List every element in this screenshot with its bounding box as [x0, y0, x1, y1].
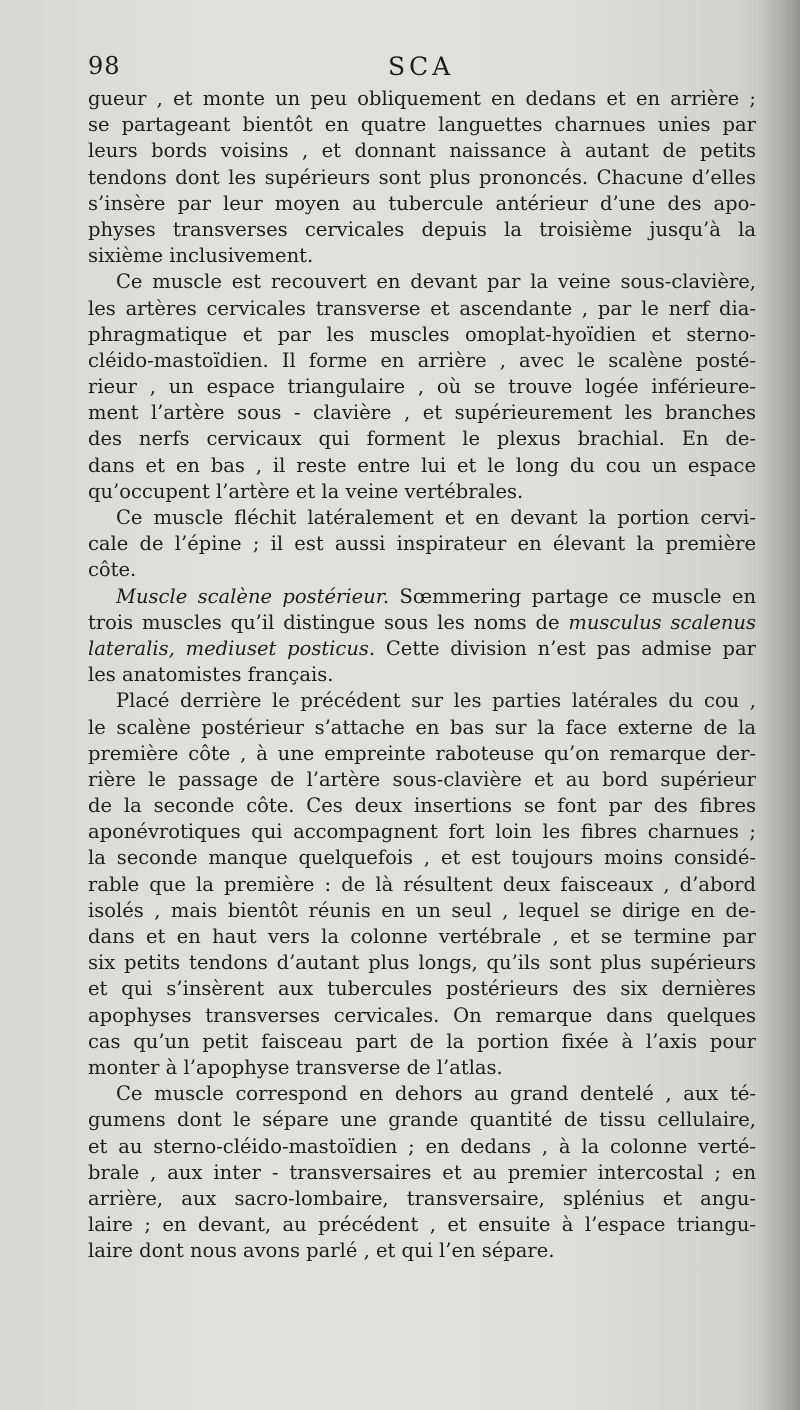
text-line: [88, 86, 756, 112]
text-line: [88, 531, 756, 557]
text-segment: apophyses transverses cervicales. On remarque dans quelques: [88, 1003, 756, 1027]
text-segment: première côte , à une empreinte raboteuse qu’on remarque der-: [88, 741, 756, 765]
text-segment: phragmatique et par les muscles omoplat-hyoïdien et sterno-: [88, 322, 756, 346]
text-segment: gueur , et monte un peu obliquement en dedans et en arrière ;: [88, 87, 756, 110]
text-segment: Placé derrière le précédent sur les parties latérales du cou ,: [116, 689, 756, 713]
text-segment: le scalène postérieur s’attache en bas sur la face externe de la: [88, 715, 756, 739]
text-segment: trois muscles qu’il distingue sous les noms de: [88, 610, 569, 634]
text-segment: leurs bords voisins , et donnant naissance à autant de petits: [88, 139, 756, 163]
text-segment: s’insère par leur moyen au tubercule antérieur d’une des apo-: [88, 191, 756, 215]
text-segment: sixième inclusivement.: [88, 244, 314, 268]
text-segment: cale de l’épine ; il est aussi inspirateur en élevant la première: [88, 532, 756, 556]
text-line: [88, 819, 756, 845]
text-line: [88, 1238, 756, 1264]
text-line: [88, 976, 756, 1002]
text-line: [88, 322, 756, 348]
text-segment: rière le passage de l’artère sous-clavière et au bord supérieur: [88, 767, 756, 791]
text-segment: arrière, aux sacro-lombaire, transversaire, splénius et angu-: [88, 1186, 756, 1210]
text-segment: cléido-mastoïdien. Il forme en arrière , avec le scalène posté-: [88, 348, 756, 372]
page-gutter-shadow: [760, 0, 800, 1410]
text-line: [88, 793, 756, 819]
text-segment: qu’occupent l’artère et la veine vertébrales.: [88, 479, 524, 503]
page-number: 98: [88, 52, 121, 80]
text-line: [88, 374, 756, 400]
text-line: [88, 1134, 756, 1160]
page-header: [88, 52, 756, 86]
italic-text: musculus scalenus: [568, 610, 756, 634]
text-line: [88, 924, 756, 950]
text-segment: isolés , mais bientôt réunis en un seul , lequel se dirige en de-: [88, 898, 756, 922]
text-line: [88, 715, 756, 741]
text-line: [88, 1081, 756, 1107]
text-segment: brale , aux inter - transversaires et au premier intercostal ; en: [88, 1160, 756, 1184]
text-line: [88, 479, 756, 505]
text-segment: côte.: [88, 558, 137, 582]
text-line: [88, 610, 756, 636]
text-segment: Sœmmering partage ce muscle en: [389, 584, 756, 608]
text-segment: Cette division n’est pas admise par: [375, 636, 756, 660]
text-line: [88, 688, 756, 714]
running-head: SCA: [388, 52, 455, 81]
text-line: [88, 243, 756, 269]
text-segment: et qui s’insèrent aux tubercules postérieurs des six dernières: [88, 977, 756, 1001]
text-line: [88, 269, 756, 295]
text-line: [88, 1212, 756, 1238]
text-segment: les anatomistes français.: [88, 663, 334, 687]
text-segment: laire dont nous avons parlé , et qui l’en sépare.: [88, 1239, 555, 1263]
text-segment: des nerfs cervicaux qui forment le plexus brachial. En de-: [88, 427, 756, 451]
text-line: [88, 741, 756, 767]
text-segment: se partageant bientôt en quatre languettes charnues unies par: [88, 113, 756, 137]
text-segment: monter à l’apophyse transverse de l’atlas.: [88, 1055, 503, 1079]
text-segment: six petits tendons d’autant plus longs, qu’ils sont plus supérieurs: [88, 951, 756, 975]
text-segment: laire ; en devant, au précédent , et ensuite à l’espace triangu-: [88, 1213, 756, 1237]
text-segment: la seconde manque quelquefois , et est toujours moins considé-: [88, 846, 756, 870]
text-line: [88, 191, 756, 217]
text-line: [88, 767, 756, 793]
text-line: [88, 557, 756, 583]
text-segment: tendons dont les supérieurs sont plus prononcés. Chacune d’elles: [88, 165, 756, 189]
text-segment: gumens dont le sépare une grande quantité de tissu cellulaire,: [88, 1108, 756, 1132]
text-line: [88, 505, 756, 531]
text-segment: ment l’artère sous - clavière , et supérieurement les branches: [88, 401, 756, 425]
text-segment: les artères cervicales transverse et ascendante , par le nerf dia-: [88, 296, 756, 320]
text-segment: Ce muscle fléchit latéralement et en devant la portion cervi-: [116, 506, 756, 529]
text-line: [88, 662, 756, 688]
text-line: [88, 138, 756, 164]
text-segment: cas qu’un petit faisceau part de la portion fixée à l’axis pour: [88, 1029, 756, 1053]
text-segment: de la seconde côte. Ces deux insertions se font par des fibres: [88, 794, 756, 818]
text-segment: rieur , un espace triangulaire , où se trouve logée inférieure-: [88, 375, 756, 399]
text-segment: dans et en haut vers la colonne vertébrale , et se termine par: [88, 925, 756, 948]
text-body: [88, 86, 756, 1264]
text-segment: et au sterno-cléido-mastoïdien ; en dedans , à la colonne verté-: [88, 1134, 756, 1158]
text-line: [88, 217, 756, 243]
text-line: [88, 1107, 756, 1133]
text-line: [88, 348, 756, 374]
text-line: [88, 1003, 756, 1029]
text-segment: Ce muscle est recouvert en devant par la veine sous-clavière,: [116, 270, 756, 294]
text-line: [88, 165, 756, 191]
text-segment: aponévrotiques qui accompagnent fort loin les fibres charnues ;: [88, 820, 756, 844]
text-segment: physes transverses cervicales depuis la troisième jusqu’à la: [88, 217, 756, 241]
text-line: [88, 898, 756, 924]
text-line: [88, 1186, 756, 1212]
text-line: [88, 872, 756, 898]
text-segment: Ce muscle correspond en dehors au grand dentelé , aux té-: [116, 1082, 756, 1106]
text-line: [88, 1029, 756, 1055]
text-segment: dans et en bas , il reste entre lui et le long du cou un espace: [88, 453, 756, 477]
text-line: [88, 1160, 756, 1186]
text-line: [88, 845, 756, 871]
text-line: [88, 1055, 756, 1081]
text-segment: rable que la première : de là résultent deux faisceaux , d’abord: [88, 872, 756, 896]
text-line: [88, 636, 756, 662]
italic-text: Muscle scalène postérieur.: [116, 584, 390, 608]
italic-text: lateralis, mediuset posticus.: [88, 636, 376, 660]
text-line: [88, 426, 756, 452]
text-line: [88, 296, 756, 322]
text-line: [88, 400, 756, 426]
text-line: [88, 453, 756, 479]
text-line: [88, 950, 756, 976]
text-line: [88, 584, 756, 610]
text-line: [88, 112, 756, 138]
